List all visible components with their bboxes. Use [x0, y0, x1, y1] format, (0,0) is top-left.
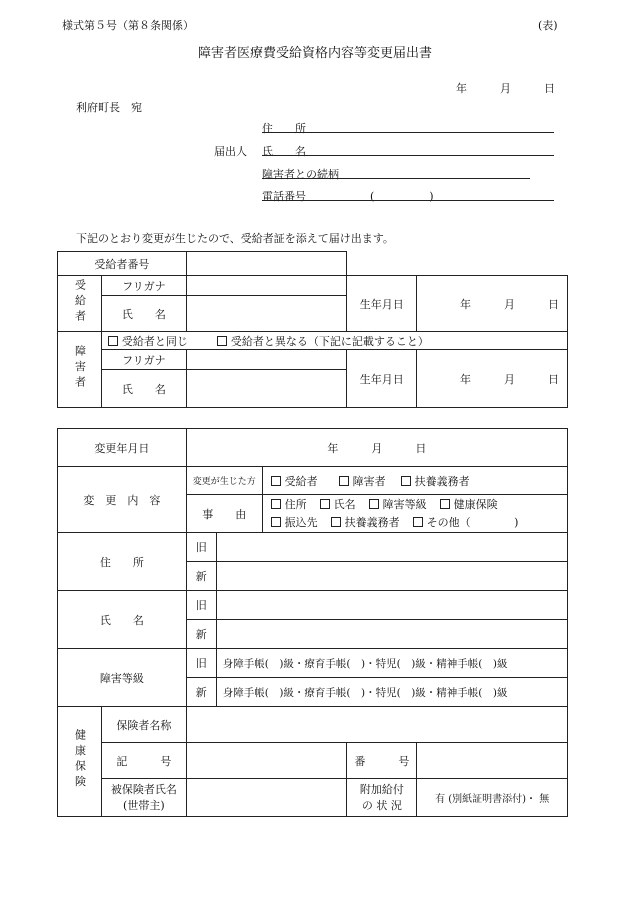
who-recipient-checkbox[interactable]: [271, 476, 281, 486]
grade-new-field[interactable]: 身障手帳( )級・療育手帳( )・特児( )級・精神手帳( )級: [216, 678, 567, 707]
insurer-field[interactable]: [186, 707, 567, 743]
recipient-table: [57, 251, 568, 408]
reason-name-label: 氏名: [333, 497, 356, 511]
recipient-name-label: 氏 名: [101, 296, 186, 332]
applicant-label: 届出人: [214, 145, 247, 158]
recipient-birth-label: 生年月日: [347, 276, 417, 332]
household-head-label: (世帯主): [123, 798, 165, 812]
name-label: 氏 名: [262, 145, 306, 158]
disabled-birth-label: 生年月日: [347, 350, 417, 408]
grade-new-label: 新: [186, 678, 216, 707]
disabled-name-label: 氏 名: [101, 370, 186, 408]
address-old-label: 旧: [186, 533, 216, 562]
who-disabled-checkbox[interactable]: [339, 476, 349, 486]
name-old-field[interactable]: [216, 591, 567, 620]
insurer-label: 保険者名称: [101, 707, 186, 743]
reason-guardian-label: 扶養義務者: [344, 515, 400, 529]
recipient-birth-value[interactable]: 年 月 日: [417, 276, 568, 332]
who-options: [262, 467, 567, 495]
same-option-label: 受給者と同じ: [121, 334, 188, 348]
disabled-birth-value[interactable]: 年 月 日: [417, 350, 568, 408]
grade-old-field[interactable]: 身障手帳( )級・療育手帳( )・特児( )級・精神手帳( )級: [216, 649, 567, 678]
name-old-label: 旧: [186, 591, 216, 620]
different-checkbox[interactable]: [217, 336, 227, 346]
change-content-label: 変 更 内 容: [58, 467, 187, 533]
address-new-label: 新: [186, 562, 216, 591]
relation-field[interactable]: [262, 178, 530, 179]
recipient-furigana-label: フリガナ: [101, 276, 186, 296]
same-checkbox[interactable]: [108, 336, 118, 346]
recipient-furigana-field[interactable]: [186, 276, 347, 296]
change-date-label: 変更年月日: [58, 429, 187, 467]
disabled-furigana-field[interactable]: [186, 350, 347, 370]
reason-options: [262, 495, 567, 533]
name-new-label: 新: [186, 620, 216, 649]
statement: 下記のとおり変更が生じたので、受給者証を添えて届け出ます。: [76, 232, 394, 245]
benefit-value[interactable]: 有 (別紙証明書添付)・ 無: [417, 779, 568, 817]
who-label: 変更が生じた方: [186, 467, 262, 495]
reason-grade-label: 障害等級: [382, 497, 427, 511]
reason-transfer-checkbox[interactable]: [271, 517, 281, 527]
address-change-label: 住 所: [58, 533, 187, 591]
recipient-number-label: 受給者番号: [58, 252, 187, 276]
relation-label: 障害者との続柄: [262, 168, 339, 181]
form-number: 様式第５号（第８条関係）: [62, 19, 194, 32]
reason-address-checkbox[interactable]: [271, 499, 281, 509]
page-side-label: (表): [538, 19, 558, 32]
symbol-field[interactable]: [186, 743, 347, 779]
reason-grade-checkbox[interactable]: [369, 499, 379, 509]
recipient-number-field[interactable]: [186, 252, 347, 276]
who-disabled-label: 障害者: [352, 474, 386, 488]
reason-other-label: その他（: [426, 515, 471, 529]
name-new-field[interactable]: [216, 620, 567, 649]
disabled-furigana-label: フリガナ: [101, 350, 186, 370]
reason-guardian-checkbox[interactable]: [331, 517, 341, 527]
disabled-label: 障害者: [73, 344, 87, 392]
submission-date[interactable]: 年 月 日: [456, 82, 555, 95]
benefit-label-2: の 状 況: [361, 798, 402, 812]
reason-address-label: 住所: [284, 497, 307, 511]
disabled-name-field[interactable]: [186, 370, 347, 408]
who-recipient-label: 受給者: [284, 474, 318, 488]
number-label: 番 号: [347, 743, 417, 779]
phone-paren: ( ): [370, 190, 434, 203]
reason-insurance-label: 健康保険: [453, 497, 498, 511]
reason-name-checkbox[interactable]: [320, 499, 330, 509]
recipient-label: 受給者: [73, 278, 87, 326]
recipient-name-field[interactable]: [186, 296, 347, 332]
health-insurance-label: 健康保険: [73, 729, 87, 791]
address-label: 住 所: [262, 122, 306, 135]
benefit-label-1: 附加給付: [359, 782, 404, 796]
insured-name-field[interactable]: [186, 779, 347, 817]
reason-other-close: ): [514, 515, 519, 529]
different-option-label: 受給者と異なる（下記に記載すること）: [230, 334, 429, 348]
address-field[interactable]: [262, 132, 554, 133]
number-field[interactable]: [417, 743, 568, 779]
phone-field[interactable]: [262, 200, 554, 201]
who-guardian-checkbox[interactable]: [401, 476, 411, 486]
addressee: 利府町長 宛: [76, 101, 142, 114]
change-date-value[interactable]: 年 月 日: [186, 429, 567, 467]
name-field[interactable]: [262, 155, 554, 156]
phone-label: 電話番号: [262, 190, 306, 203]
name-change-label: 氏 名: [58, 591, 187, 649]
grade-change-label: 障害等級: [58, 649, 187, 707]
document-title: 障害者医療費受給資格内容等変更届出書: [197, 46, 432, 61]
address-new-field[interactable]: [216, 562, 567, 591]
reason-label: 事 由: [186, 495, 262, 533]
symbol-label: 記 号: [101, 743, 186, 779]
change-table: [57, 428, 568, 817]
who-guardian-label: 扶養義務者: [414, 474, 470, 488]
grade-old-label: 旧: [186, 649, 216, 678]
insured-name-label: 被保険者氏名: [110, 782, 177, 796]
reason-insurance-checkbox[interactable]: [440, 499, 450, 509]
address-old-field[interactable]: [216, 533, 567, 562]
reason-transfer-label: 振込先: [284, 515, 318, 529]
reason-other-checkbox[interactable]: [413, 517, 423, 527]
